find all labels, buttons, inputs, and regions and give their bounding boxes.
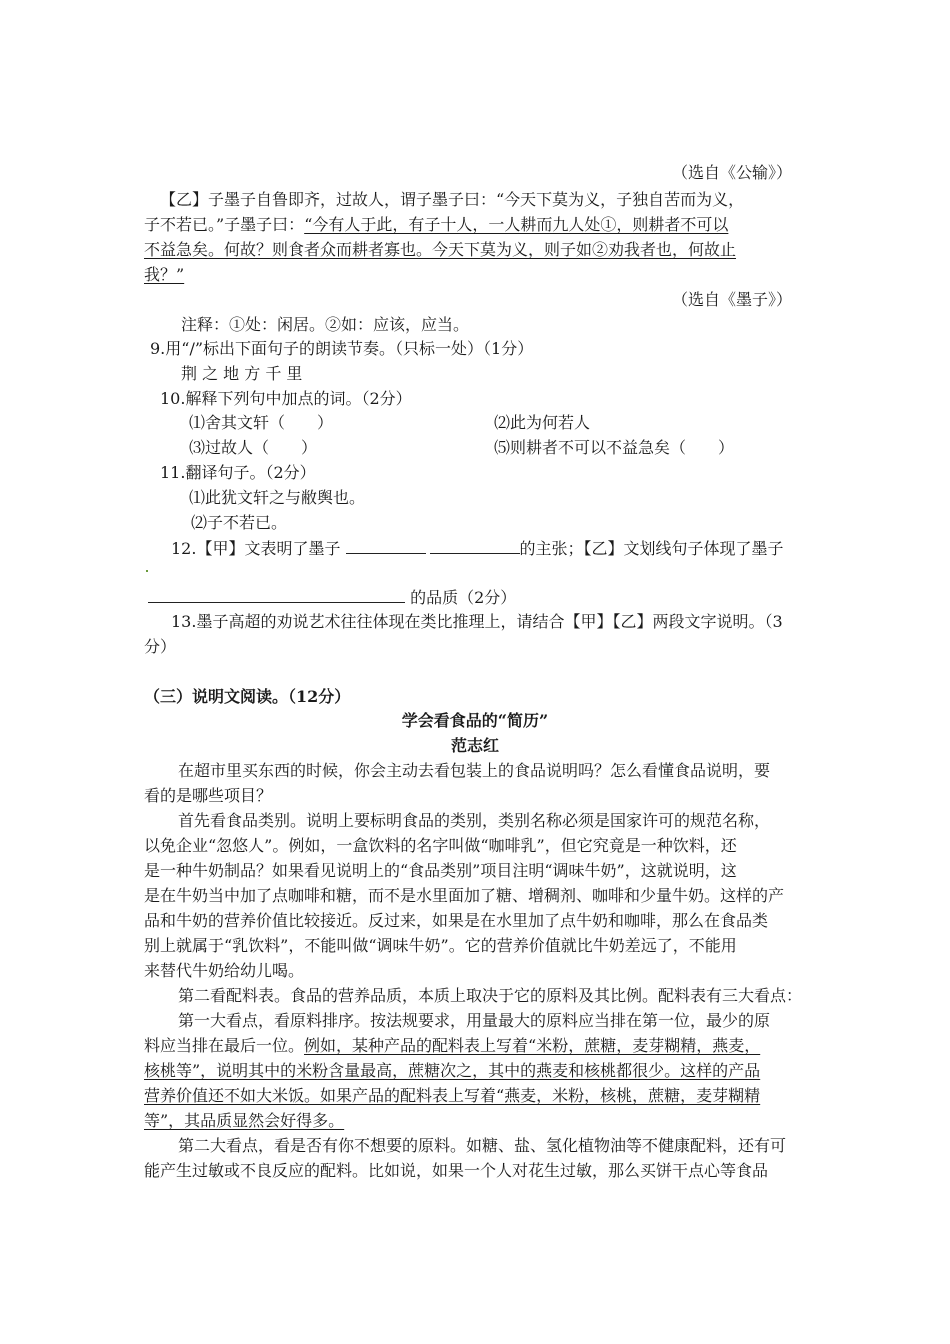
- yi-text-line-2: [144, 214, 728, 236]
- section-heading: （三）说明文阅读。（12分）: [144, 687, 351, 706]
- question-13: 13.墨子高超的劝说艺术往往体现在类比推理上，请结合【甲】【乙】两段文字说明。（3: [171, 612, 783, 631]
- article-title: 学会看食品的“简历”: [401, 711, 549, 730]
- question-10-item-2: ⑵此为何若人: [494, 413, 591, 432]
- article-author: 范志红: [450, 736, 499, 755]
- question-11: 11.翻译句子。（2分）: [160, 463, 316, 482]
- jia-source: （选自《公输》）: [672, 163, 793, 182]
- article-p2-line-5: 品和牛奶的营养价值比较接近。反过来，如果是在水里加了点牛奶和咖啡，那么在食品类: [144, 911, 769, 930]
- article-p2-line-6: 别上就属于“乳饮料”，不能叫做“调味牛奶”。它的营养价值就比牛奶差远了，不能用: [144, 936, 737, 955]
- article-p4-underlined-line-4: 营养价值还不如大米饭。如果产品的配料表上写着“燕麦，米粉，核桃，蔗糖，麦芽糊精: [144, 1086, 761, 1105]
- article-p4-underlined-line-3: 核桃等”，说明其中的米粉含量最高，蔗糖次之，其中的燕麦和核桃都很少。这样的产品: [144, 1061, 761, 1080]
- article-p2-line-7: 来替代牛奶给幼儿喝。: [144, 961, 305, 980]
- question-12-part-b: 的主张；【乙】文划线句子体现了墨子: [519, 539, 784, 558]
- article-p2-line-2: 以免企业“忽悠人”。例如，一盒饮料的名字叫做“咖啡乳”，但它究竟是一种饮料，还: [144, 836, 737, 855]
- article-p4-line-2-plain: 料应当排在最后一位。: [144, 1036, 305, 1055]
- article-p1-line-2: 看的是哪些项目？: [144, 786, 273, 805]
- article-p2-line-3: 是一种牛奶制品？如果看见说明上的“食品类别”项目注明“调味牛奶”，这就说明，这: [144, 861, 737, 880]
- article-p4-underlined-start: 例如，某种产品的配料表上写着“米粉，蔗糖，麦芽糊精，燕麦，: [304, 1036, 761, 1055]
- question-12: [171, 538, 784, 560]
- yi-notes: 注释：①处：闲居。②如：应该，应当。: [181, 315, 470, 334]
- article-p5-line-1: 第二大看点，看是否有你不想要的原料。如糖、盐、氢化植物油等不健康配料，还有可: [178, 1136, 787, 1155]
- yi-source: （选自《墨子》）: [672, 290, 793, 309]
- question-12-part-a: 12.【甲】文表明了墨子: [171, 539, 341, 558]
- question-11-sentence-2: ⑵子不若已。: [191, 513, 288, 532]
- answer-blank-3[interactable]: [148, 587, 405, 603]
- yi-underlined-line-4: 我？”: [144, 265, 185, 284]
- yi-text-line-1: 【乙】子墨子自鲁即齐，过故人，谓子墨子曰：“今天下莫为义，子独自苦而为义，: [160, 190, 745, 209]
- article-p5-line-2: 能产生过敏或不良反应的配料。比如说，如果一个人对花生过敏，那么买饼干点心等食品: [144, 1161, 769, 1180]
- article-p4-line-2: [144, 1035, 760, 1057]
- question-10: 10.解释下列句中加点的词。（2分）: [160, 389, 412, 408]
- question-9-sentence: 荆 之 地 方 千 里: [181, 364, 303, 383]
- article-p3: 第二看配料表。食品的营养品质，本质上取决于它的原料及其比例。配料表有三大看点：: [178, 986, 803, 1005]
- article-p4-line-1: 第一大看点，看原料排序。按法规要求，用量最大的原料应当排在第一位，最少的原: [178, 1011, 771, 1030]
- article-p1-line-1: 在超市里买东西的时候，你会主动去看包装上的食品说明吗？怎么看懂食品说明，要: [178, 761, 771, 780]
- yi-underlined-line-3: 不益急矣。何故？则食者众而耕者寡也。今天下莫为义，则子如②劝我者也，何故止: [144, 240, 737, 259]
- question-12-part-c: 的品质（2分）: [410, 588, 517, 607]
- question-11-sentence-1: ⑴此犹文轩之与敝舆也。: [189, 488, 366, 507]
- article-p2-line-4: 是在牛奶当中加了点咖啡和糖，而不是水里面加了糖、增稠剂、咖啡和少量牛奶。这样的产: [144, 886, 785, 905]
- article-p4-underlined-line-5: 等”，其品质显然会好得多。: [144, 1111, 345, 1130]
- answer-blank-2[interactable]: [430, 538, 520, 554]
- yi-underlined-sentence-start: “今有人于此，有子十人，一人耕而九人处①，则耕者不可以: [304, 215, 729, 234]
- question-10-item-5: ⑸则耕者不可以不益急矣（ ）: [494, 438, 735, 457]
- question-10-item-3: ⑶过故人（ ）: [189, 438, 318, 457]
- question-13-cont: 分）: [144, 637, 177, 656]
- question-10-item-1: ⑴舍其文轩（ ）: [189, 413, 334, 432]
- question-9: 9.用“/”标出下面句子的朗读节奏。（只标一处）（1分）: [150, 339, 534, 358]
- question-12-line-2: [148, 587, 516, 609]
- article-p2-line-1: 首先看食品类别。说明上要标明食品的类别，类别名称必须是国家许可的规范名称，: [178, 811, 771, 830]
- stray-mark: [146, 570, 148, 572]
- answer-blank-1[interactable]: [346, 538, 426, 554]
- yi-text-line-2-plain: 子不若已。”子墨子曰：: [144, 215, 305, 234]
